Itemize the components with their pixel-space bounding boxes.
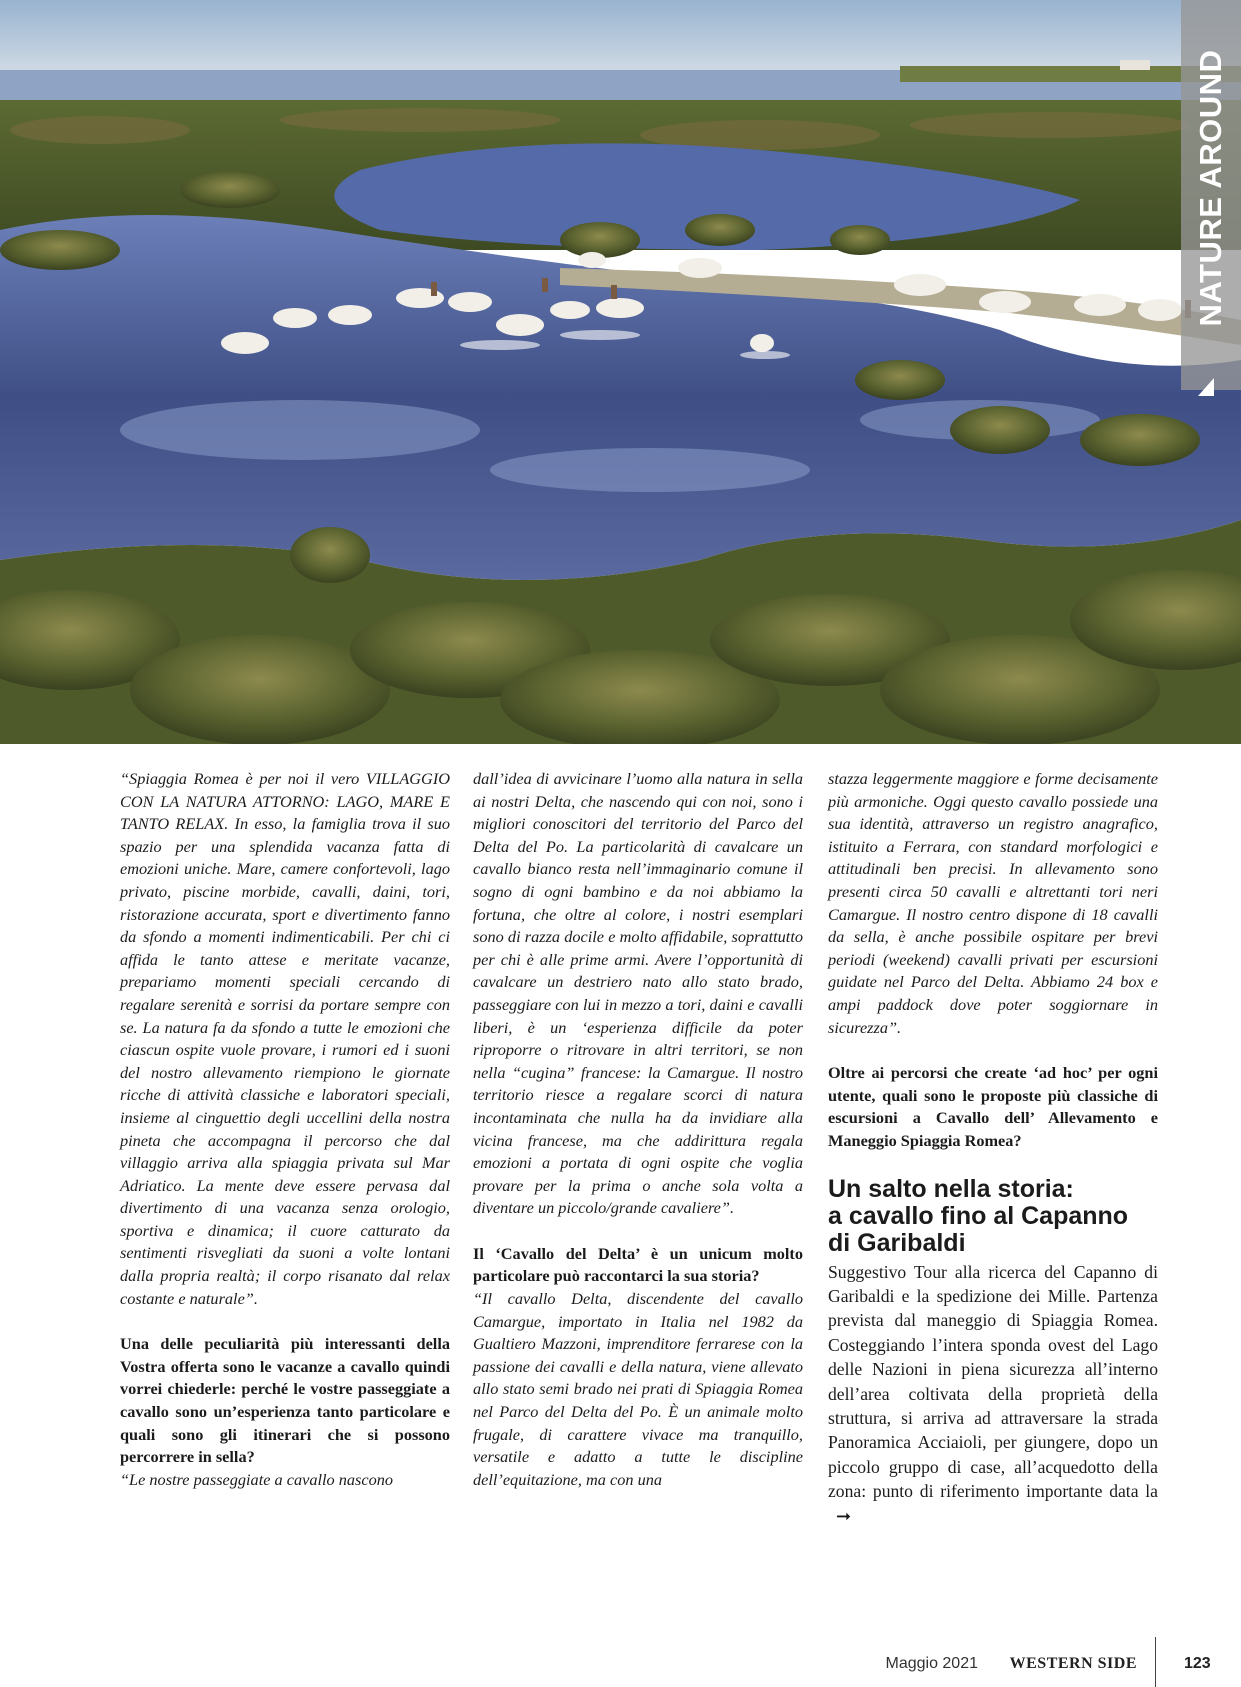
section-tab xyxy=(1181,0,1241,390)
interview-answer-2-start: “Le nostre passeggiate a cavallo nascono xyxy=(120,1469,393,1489)
footer-date: Maggio 2021 xyxy=(885,1655,978,1672)
interview-answer-1: “Spiaggia Romea è per noi il vero VILLAGGIO CON LA NATURA ATTORNO: LAGO, MARE E TANTO RELAX. In esso, la famiglia trova il suo spazio per una splendida vacanza fatta di emozioni uniche. Mare, camere confortevoli, lago privato, piscine morbide, cavalli, daini, tori, ristorazione accurata, sport e divertimento fanno da sfondo a momenti indimenticabili. Per chi ci affida le tanto attese e meritate vacanze, prepariamo momenti speciali cercando di regalare serenità e sorrisi da portare sempre con se. La natura fa da sfondo a tutte le emozioni che ciascun ospite vuole provare, i rumori ed i suoni del nostro allevamento riempiono le giornate ricche di attività classiche e laboratori speciali, insieme al cinguettio degli uccellini della nostra pineta che accompagna il percorso che dal villaggio arriva alla spiaggia privata sul Mar Adriatico. La mente deve essere pervasa dal divertimento di una vacanza senza orologio, sportiva e dinamica; il cuore catturato da sentimenti risvegliati da suoni a volte lontani dalla propria realtà; il corpo risanato dal relax costante e naturale”. xyxy=(120,769,450,1308)
hero-photo xyxy=(0,0,1241,744)
page-footer xyxy=(0,1655,1241,1685)
interview-answer-3-cont: stazza leggermente maggiore e forme decisamente più armoniche. Oggi questo cavallo possiede una sua identità, attraverso un registro anagrafico, istituito a Ferrara, con standard morfologici e attitudinali ben precisi. In allevamento sono presenti circa 50 cavalli e altrettanti tori neri Camargue. Il nostro centro dispone di 18 cavalli da sella, è anche possibile ospitare per brevi periodi (weekend) cavalli privati per escursioni guidate nel Parco del Delta. Abbiamo 24 box e ampi paddock dove poter soggiornare in sicurezza”. xyxy=(828,769,1158,1037)
text-column-1 xyxy=(120,768,450,1491)
tour-description xyxy=(828,1260,1158,1528)
section-heading-line-2: a cavallo fino al Capanno xyxy=(828,1201,1129,1230)
interview-question-4: Oltre ai percorsi che create ‘ad hoc’ per ogni utente, quali sono le proposte più classiche di escursioni a Cavallo dell’ Allevamento e Maneggio Spiaggia Romea? xyxy=(828,1063,1158,1150)
text-column-2 xyxy=(473,768,803,1491)
continue-arrow-icon: ➞ xyxy=(836,1505,852,1527)
interview-answer-3: “Il cavallo Delta, discendente del cavallo Camargue, importato in Italia nel 1982 da Gualtiero Mazzoni, imprenditore ferrarese con la passione dei cavalli e della natura, viene allevato allo stato semi brado nei prati di Spiaggia Romea nel Parco del Delta del Po. È un animale molto frugale, di carattere vivace ma tranquillo, versatile e adatto a tutte le discipline dell’equitazione, ma con una xyxy=(473,1289,803,1489)
section-heading-line-3: di Garibaldi xyxy=(828,1228,966,1257)
interview-answer-2-cont: dall’idea di avvicinare l’uomo alla natura in sella ai nostri Delta, che nascendo qui con noi, sono i migliori conoscitori del territorio del Parco del Delta del Po. La particolarità di cavalcare un cavallo bianco resta nell’immaginario comune il sogno di ogni bambino e da noi abbiamo la fortuna, che oltre al colore, i nostri esemplari sono di razza docile e molto affidabile, soprattutto per chi è alle prime armi. Avere l’opportunità di cavalcare un destriero nato allo stato brado, passeggiare con lui in mezzo a tori, daini e cavalli liberi, è un ‘esperienza difficile da poter riproporre o ritrovare in altri territori, se non nella “cugina” francese: la Camargue. Il nostro territorio riesce a regalare scorci di natura incontaminata che nulla ha da invidiare alla vicina francese, ma che addirittura regala emozioni a portata di ogni ospite che voglia provare per la prima o anche sola volta a diventare un piccolo/grande cavaliere”. xyxy=(473,769,803,1218)
page-number: 123 xyxy=(1184,1655,1211,1672)
tour-description-text: Suggestivo Tour alla ricerca del Capanno di Garibaldi e la spedizione dei Mille. Partenza prevista dal maneggio di Spiaggia Romea. Costeggiando l’intera sponda ovest del Lago delle Nazioni in piena sicurezza all’interno dell’area coltivata della proprietà della struttura, si arriva ad attraversare la strada Panoramica Acciaioli, per giungere, dopo un piccolo gruppo di case, all’acquedotto della zona: punto di riferimento importante data la xyxy=(828,1261,1158,1502)
section-heading-line-1: Un salto nella storia: xyxy=(828,1174,1074,1203)
interview-question-3: Il ‘Cavallo del Delta’ è un unicum molto particolare può raccontarci la sua storia? xyxy=(473,1243,803,1286)
footer-magazine-name: WESTERN SIDE xyxy=(1009,1655,1137,1672)
text-column-3 xyxy=(828,768,1158,1528)
wetland-horses-image xyxy=(0,0,1241,744)
tab-triangle-icon xyxy=(1198,378,1214,396)
interview-question-2: Una delle peculiarità più interessanti della Vostra offerta sono le vacanze a cavallo quindi vorrei chiederle: perché le vostre passeggiate a cavallo sono un’esperienza tanto particolare e quali sono gli itinerari che si possono percorrere in sella? xyxy=(120,1334,450,1467)
section-heading xyxy=(828,1176,1158,1257)
section-tab-label: NATURE AROUND xyxy=(1193,49,1228,327)
